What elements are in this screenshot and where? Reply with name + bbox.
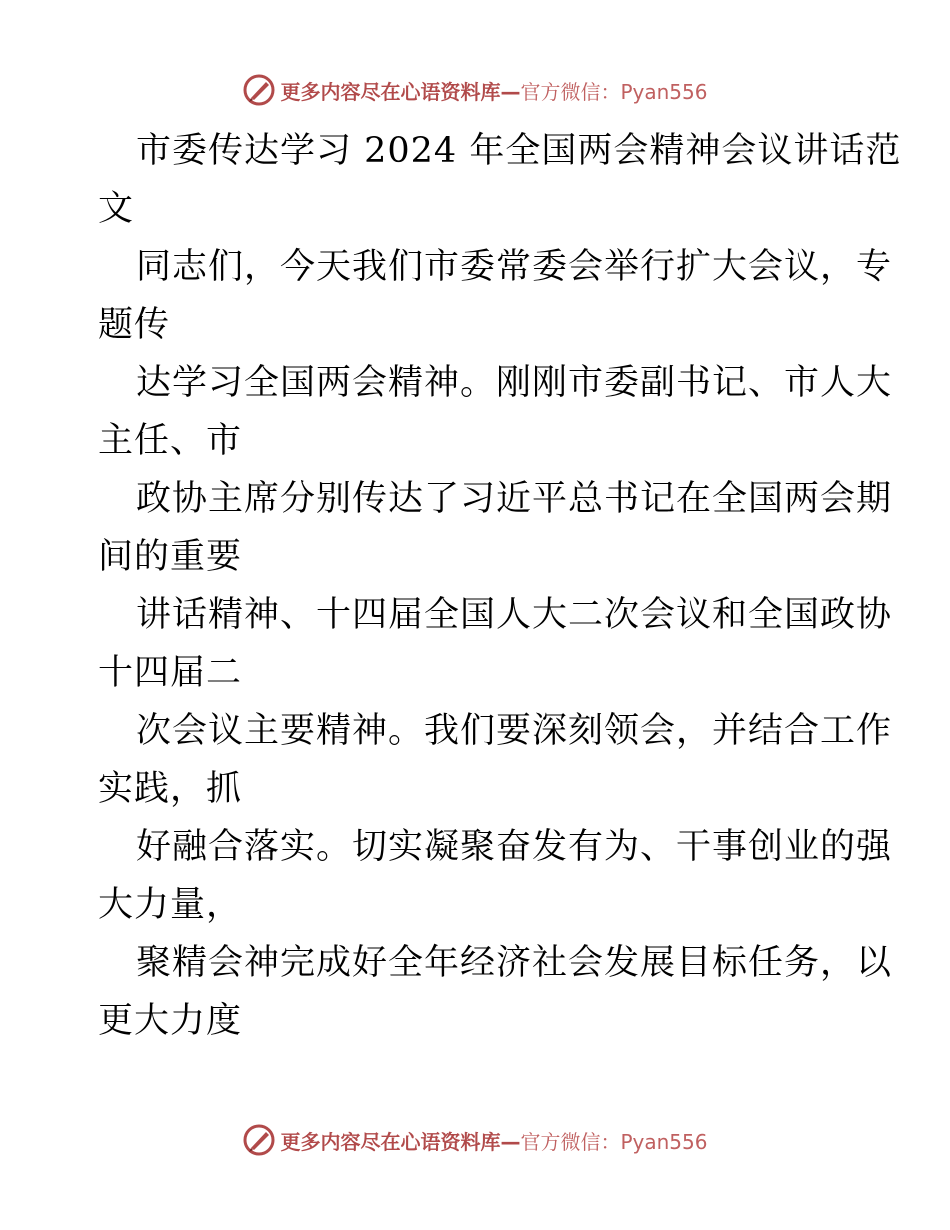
text-line: 市委传达学习 2024 年全国两会精神会议讲话范 — [136, 131, 902, 171]
text-line: 好融合落实。切实凝聚奋发有为、干事创业的强 — [136, 827, 893, 867]
text-line: 十四届二 — [98, 653, 243, 693]
text-line: 聚精会神完成好全年经济社会发展目标任务，以 — [136, 943, 893, 983]
text-line: 实践，抓 — [98, 769, 243, 809]
banner-wechat: 官方微信：Pyan556 — [520, 1129, 708, 1154]
text-line: 间的重要 — [98, 537, 243, 577]
document-body — [98, 122, 902, 1050]
text-line: 达学习全国两会精神。刚刚市委副书记、市人大 — [136, 363, 893, 403]
text-line: 政协主席分别传达了习近平总书记在全国两会期 — [136, 479, 893, 519]
text-line: 次会议主要精神。我们要深刻领会，并结合工作 — [136, 711, 893, 751]
header-banner — [0, 70, 950, 110]
text-line: 题传 — [98, 305, 171, 345]
footer-banner — [0, 1120, 950, 1160]
text-line: 同志们，今天我们市委常委会举行扩大会议，专 — [136, 247, 893, 287]
text-line: 更大力度 — [98, 1001, 243, 1041]
banner-wechat: 官方微信：Pyan556 — [520, 79, 708, 104]
quill-logo-icon — [242, 73, 276, 107]
banner-separator: — — [500, 1129, 521, 1154]
text-line: 文 — [98, 189, 135, 229]
text-line: 主任、市 — [98, 421, 243, 461]
text-line: 讲话精神、十四届全国人大二次会议和全国政协 — [136, 595, 893, 635]
banner-text: 更多内容尽在心语资料库 — [280, 79, 501, 104]
quill-logo-icon — [242, 1123, 276, 1157]
banner-separator: — — [500, 79, 521, 104]
text-line: 大力量， — [98, 885, 243, 925]
banner-text: 更多内容尽在心语资料库 — [280, 1129, 501, 1154]
